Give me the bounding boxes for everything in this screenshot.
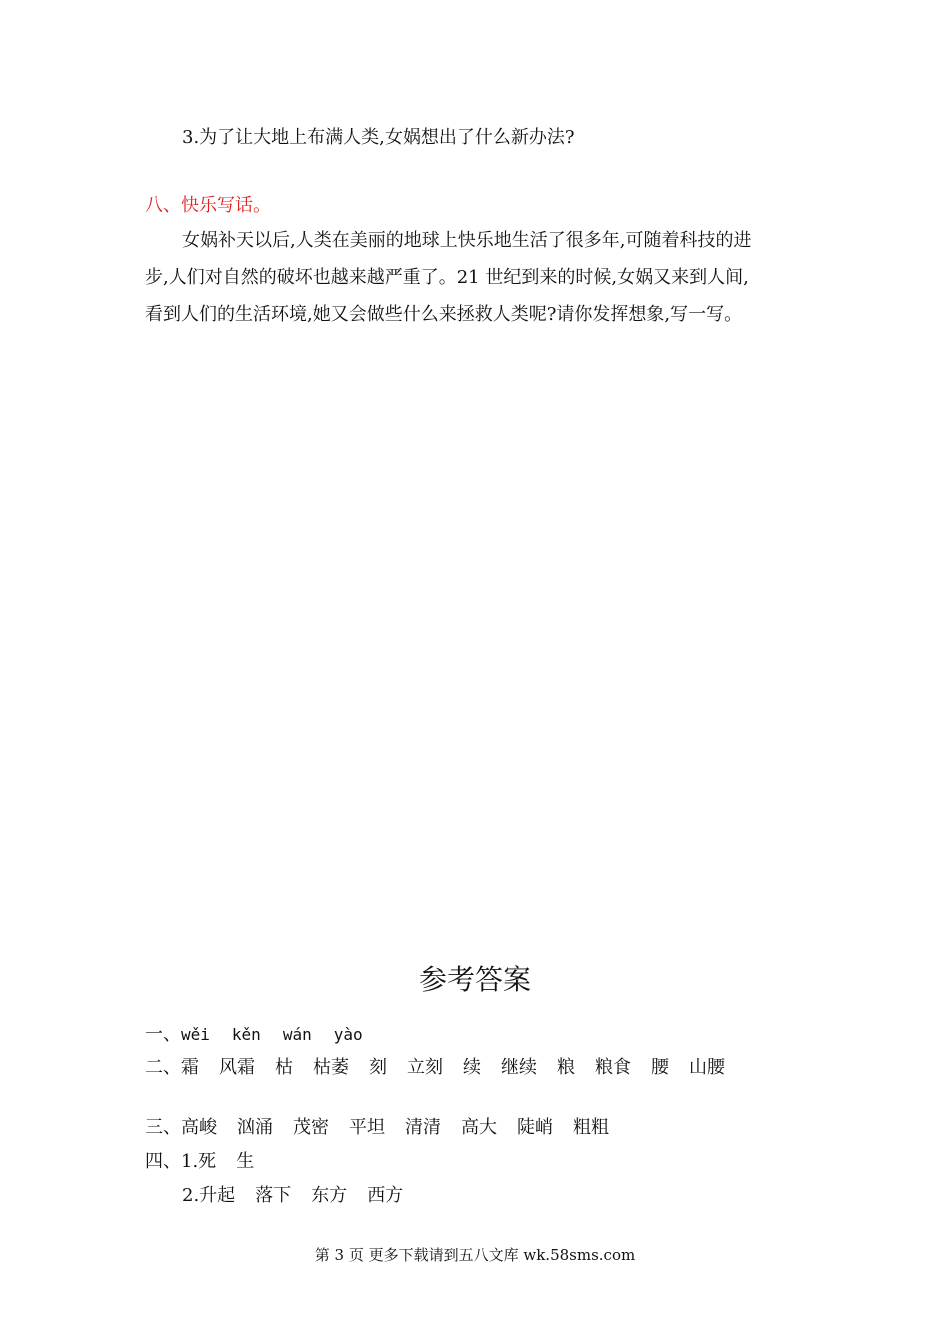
answer-item: 腰	[651, 1057, 669, 1078]
answer-item: 茂密	[293, 1117, 329, 1138]
answer-row-3	[145, 1116, 629, 1140]
answer-item: 风霜	[219, 1057, 255, 1078]
answer-row-5	[182, 1184, 423, 1208]
answer-item: 粮食	[595, 1057, 631, 1078]
answer-row-2	[145, 1056, 745, 1080]
answers-title: 参考答案	[418, 963, 531, 996]
section-8-line-3: 看到人们的生活环境,她又会做些什么来拯救人类呢?请你发挥想象,写一写。	[145, 304, 743, 325]
answer-item: 高峻	[181, 1117, 217, 1138]
answer-item: 2.升起	[182, 1185, 236, 1206]
answer-row-4	[145, 1150, 274, 1174]
answer-item: 继续	[501, 1057, 537, 1078]
answer-item: 清清	[405, 1117, 441, 1138]
answer-item: 霜	[181, 1057, 199, 1078]
question-3: 3.为了让大地上布满人类,女娲想出了什么新办法?	[182, 127, 575, 148]
answer-item: 汹涌	[237, 1117, 273, 1138]
answer-item: 粗粗	[573, 1117, 609, 1138]
answer-item: yào	[333, 1025, 363, 1044]
answer-item: kěn	[231, 1025, 261, 1044]
answer-item: 刻	[369, 1057, 387, 1078]
answer-item: 立刻	[407, 1057, 443, 1078]
answer-item: 1.死	[181, 1151, 217, 1172]
answer-item: 生	[236, 1151, 255, 1172]
answer-row-4-lead: 四、	[145, 1151, 181, 1172]
page-footer: 第 3 页 更多下载请到五八文库 wk.58sms.com	[314, 1246, 636, 1264]
answer-item: 高大	[461, 1117, 497, 1138]
answer-row-1	[145, 1023, 385, 1047]
answer-item: 平坦	[349, 1117, 385, 1138]
section-8-heading: 八、快乐写话。	[145, 195, 271, 216]
answer-row-3-lead: 三、	[145, 1117, 181, 1138]
answer-item: 枯	[275, 1057, 293, 1078]
section-8-line-2: 步,人们对自然的破坏也越来越严重了。21 世纪到来的时候,女娲又来到人间,	[145, 267, 749, 288]
answer-item: wán	[282, 1025, 312, 1044]
answer-item: 陡峭	[517, 1117, 553, 1138]
answer-row-2-lead: 二、	[145, 1057, 181, 1078]
section-8-line-1: 女娲补天以后,人类在美丽的地球上快乐地生活了很多年,可随着科技的进	[182, 230, 752, 251]
answer-item: 山腰	[689, 1057, 725, 1078]
answer-item: 续	[463, 1057, 481, 1078]
answer-item: 东方	[311, 1185, 348, 1206]
answer-row-1-lead: 一、	[145, 1024, 181, 1045]
answer-item: 西方	[367, 1185, 404, 1206]
answer-item: 枯萎	[313, 1057, 349, 1078]
answer-item: 落下	[255, 1185, 292, 1206]
answer-item: 粮	[557, 1057, 575, 1078]
answer-item: wěi	[181, 1025, 210, 1044]
